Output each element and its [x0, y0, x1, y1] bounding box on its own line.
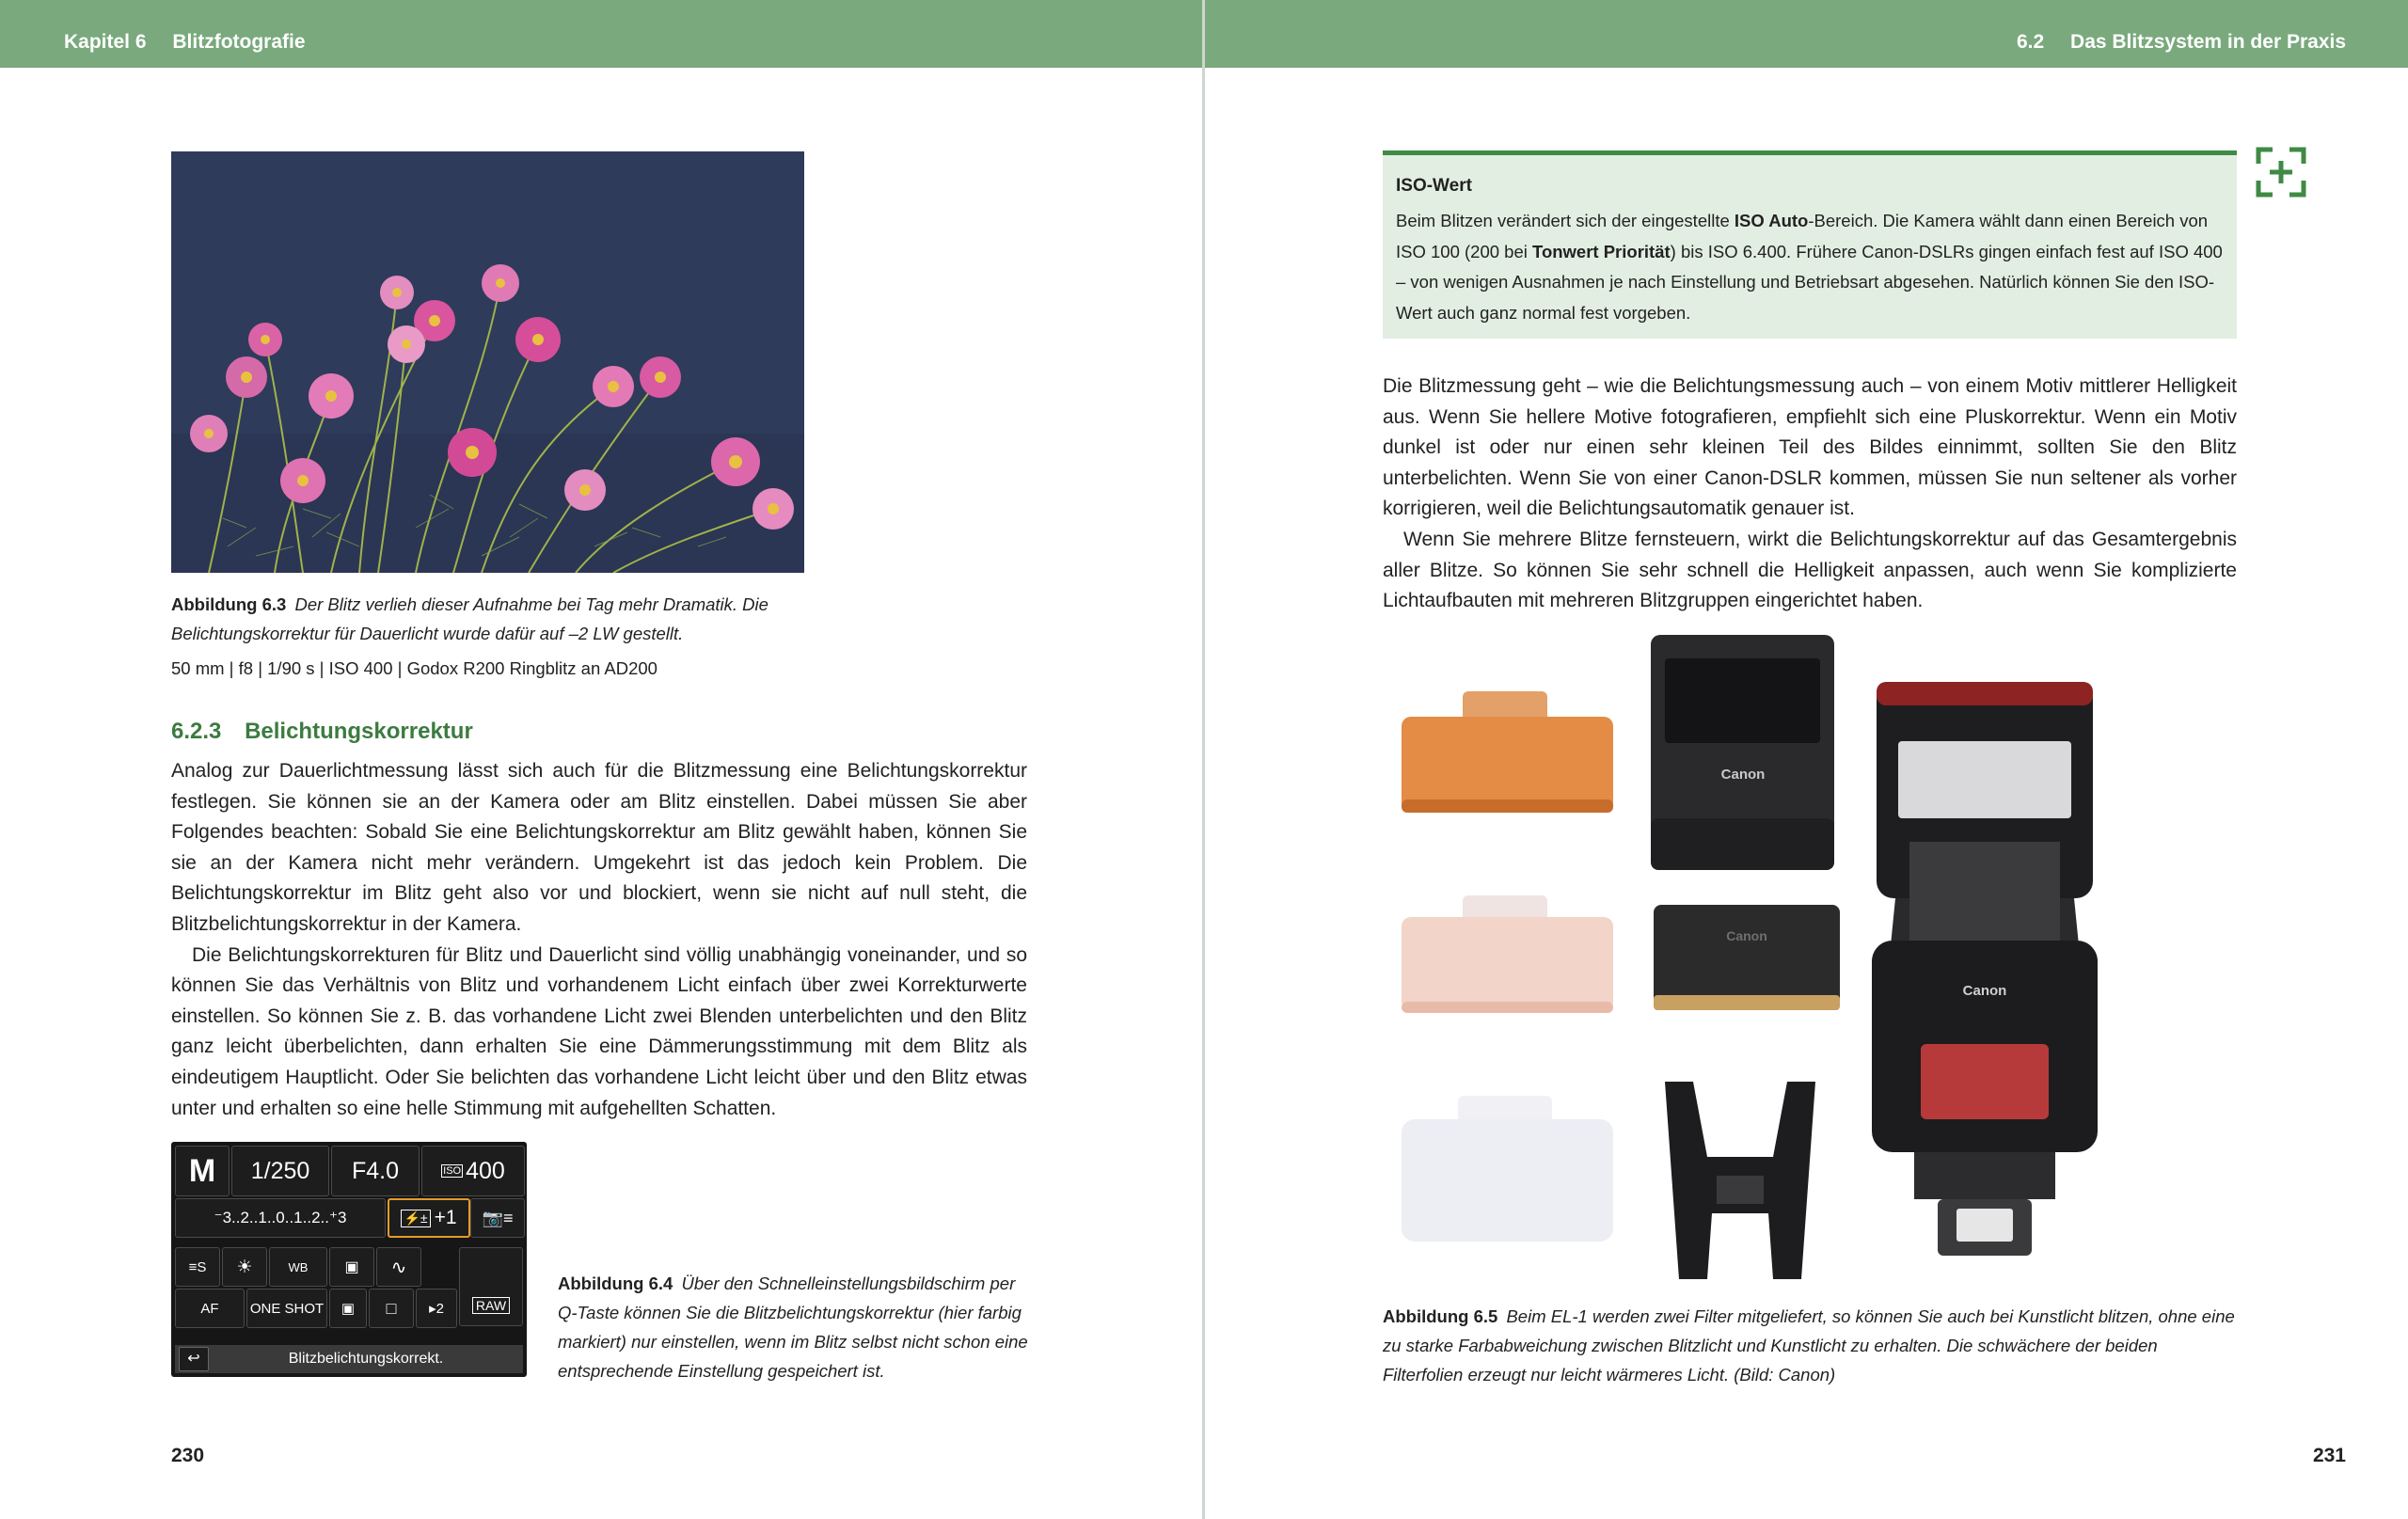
- iso-info-box: [1383, 150, 2237, 339]
- flash-comp-value: +1: [434, 1207, 457, 1228]
- tone-curve-icon: ∿: [376, 1247, 421, 1287]
- camera-bottom-bar: [175, 1345, 523, 1373]
- text-run: Beim Blitzen verändert sich der eingestellte: [1396, 211, 1735, 230]
- flash-logo: Canon: [1962, 983, 2007, 999]
- af-operation-cell: ONE SHOT: [246, 1289, 327, 1328]
- flash-accessories-photo: [1383, 630, 2237, 1284]
- image-quality-cell: [459, 1247, 523, 1326]
- figure-caption-text: Beim EL-1 werden zwei Filter mitgeliefert, so können Sie auch bei Kunstlicht blitzen, ohne eine zu starke Farbabweichung zwischen Blitzlicht und Kunstlicht zu erhalten. Die schwächere der beiden Filterfolien erzeugt nur leicht wärmeres Licht. (Bild: Canon): [1383, 1306, 2235, 1385]
- right-page: [1205, 0, 2408, 1519]
- af-method-icon: AF: [175, 1289, 245, 1328]
- section-number: 6.2: [2016, 31, 2045, 53]
- text-run-bold: Tonwert Priorität: [1532, 241, 1671, 261]
- right-body-text: [1383, 372, 2237, 617]
- paragraph: Die Belichtungskorrekturen für Blitz und Dauerlicht sind völlig unabhängig voneinander, und so können Sie das Verhältnis von Blitz und vorhandenem Licht einfach über zwei Korrekturwerte einstellen. So können Sie z. B. das vorhandene Licht zwei Blenden unterbelichten und den Blitz ganz leicht überbelichten, dann erhalten Sie eine Dämmerungsstimmung mit dem Blitz als eindeutigem Hauptlicht. Oder Sie belichten das vorhandene Licht leicht über und den Blitz etwas unter und erhalten so eine helle Stimmung mit aufgehellten Schatten.: [171, 943, 1027, 1119]
- flash-comp-icon: ⚡±: [401, 1210, 430, 1227]
- charger-logo: Canon: [1720, 767, 1766, 783]
- picture-style-icon: ≡S: [175, 1247, 220, 1287]
- section-title: Das Blitzsystem in der Praxis: [2070, 31, 2346, 53]
- plus-bracket-icon: [2256, 147, 2306, 198]
- iso-value: 400: [466, 1157, 505, 1184]
- paragraph: Die Blitzmessung geht – wie die Belichtungsmessung auch – von einem Motiv mittlerer Helligkeit aus. Wenn Sie hellere Motive fotografieren, empfiehlt sich eine Pluskorrektur. Wenn ein Motiv dunkel ist oder nur einen sehr kleinen Teil des Bildes einnimmt, sollten Sie den Blitz unterbelichten. Wenn Sie von einer Canon-DSLR kommen, müssen Sie nun seltener als vorher korrigieren, weil die Belichtungsautomatik genauer ist.: [1383, 375, 2237, 520]
- chapter-title: Blitzfotografie: [172, 31, 306, 53]
- metering-icon: ☀: [222, 1247, 267, 1287]
- info-box-text: [1396, 206, 2224, 328]
- raw-badge: RAW: [472, 1297, 510, 1314]
- section-heading: [171, 719, 473, 745]
- figure-6-4-caption: [558, 1269, 1028, 1385]
- photo-exif: 50 mm | f8 | 1/90 s | ISO 400 | Godox R200 Ringblitz an AD200: [171, 658, 657, 678]
- flower-illustration: [171, 151, 804, 573]
- running-head-right: [2017, 31, 2346, 54]
- exposure-scale: ⁻3..2..1..0..1..2..⁺3: [175, 1198, 386, 1238]
- figure-caption-text: Der Blitz verlieh dieser Aufnahme bei Tag mehr Dramatik. Die Belichtungskorrektur für Dauerlicht wurde dafür auf –2 LW gestellt.: [171, 594, 768, 643]
- text-run: ) bis ISO 6.400. Frühere Canon-DSLRs gingen einfach fest auf ISO 400 – von wenigen Ausnahmen je nach Einstellung und Betriebsart abgesehen. Natürlich können Sie den ISO-Wert auch ganz normal fest vorgeben.: [1396, 241, 2223, 323]
- card-slot-icon: ▸2: [416, 1289, 457, 1328]
- info-box-title: ISO-Wert: [1396, 176, 1472, 196]
- aspect-ratio-icon: □: [369, 1289, 414, 1328]
- left-page-header: [0, 0, 1202, 68]
- figure-label: Abbildung 6.3: [171, 594, 287, 614]
- drive-icon: ▣: [329, 1289, 367, 1328]
- setting-name: Blitzbelichtungskorrekt.: [288, 1351, 444, 1367]
- page-number-right: 231: [2312, 1445, 2346, 1466]
- mode-dial-cell: M: [175, 1146, 230, 1196]
- camera-quick-control-screen: [171, 1142, 527, 1377]
- shutter-speed-cell: 1/250: [231, 1146, 329, 1196]
- running-head-left: [64, 31, 306, 54]
- text-run-bold: ISO Auto: [1734, 211, 1809, 230]
- figure-label: Abbildung 6.5: [1383, 1306, 1498, 1326]
- section-title: Belichtungskorrektur: [245, 719, 473, 744]
- camera-settings-icon: 📷≡: [470, 1198, 525, 1238]
- battery-logo: Canon: [1726, 928, 1767, 943]
- cosmos-flowers-photo: [171, 151, 804, 573]
- figure-6-5-caption: [1383, 1302, 2237, 1389]
- chapter-number: Kapitel 6: [64, 31, 147, 53]
- left-body-text: [171, 756, 1027, 1124]
- section-number: 6.2.3: [171, 719, 222, 744]
- left-page: [0, 0, 1202, 1519]
- text-run: -Bereich. Die Kamera wählt dann einen Bereich von ISO 100 (200 bei: [1396, 211, 2209, 261]
- product-illustration: [1383, 630, 2237, 1284]
- figure-caption-text: Über den Schnelleinstellungsbildschirm per Q-Taste können Sie die Blitzbelichtungskorrektur (hier farbig markiert) nur einstellen, wenn im Blitz selbst nicht schon eine entsprechende Einstellung gespeichert ist.: [558, 1274, 1028, 1381]
- white-balance-icon: WB: [269, 1247, 327, 1287]
- paragraph: Wenn Sie mehrere Blitze fernsteuern, wirkt die Belichtungskorrektur auf das Gesamtergebnis aller Blitze. So können Sie sehr schnell die Helligkeit anpassen, auch wenn Sie komplizierte Lichtaufbauten mit mehreren Blitzgruppen eingerichtet haben.: [1383, 528, 2237, 612]
- right-page-header: [1205, 0, 2408, 68]
- iso-cell: [421, 1146, 525, 1196]
- paragraph: Analog zur Dauerlichtmessung lässt sich auch für die Blitzmessung eine Belichtungskorrektur festlegen. Sie können sie an der Kamera oder am Blitz einstellen. Dabei müssen Sie aber Folgendes beachten: Sobald Sie eine Belichtungskorrektur am Blitz gewählt haben, können Sie sie an der Kamera nicht mehr verändern. Umgekehrt ist das jedoch kein Problem. Die Belichtungskorrektur im Blitz geht also vor und blockiert, wenn sie nicht auf null steht, die Blitzbelichtungskorrektur in der Kamera.: [171, 760, 1027, 935]
- figure-6-3-caption: [171, 590, 905, 683]
- page-number-left: 230: [171, 1445, 205, 1466]
- flash-exposure-compensation-cell[interactable]: [388, 1198, 470, 1238]
- figure-label: Abbildung 6.4: [558, 1274, 673, 1293]
- iso-label: ISO: [443, 1165, 462, 1177]
- auto-lighting-icon: ▣: [329, 1247, 374, 1287]
- back-icon[interactable]: ↩: [179, 1347, 209, 1371]
- aperture-cell: F4.0: [331, 1146, 420, 1196]
